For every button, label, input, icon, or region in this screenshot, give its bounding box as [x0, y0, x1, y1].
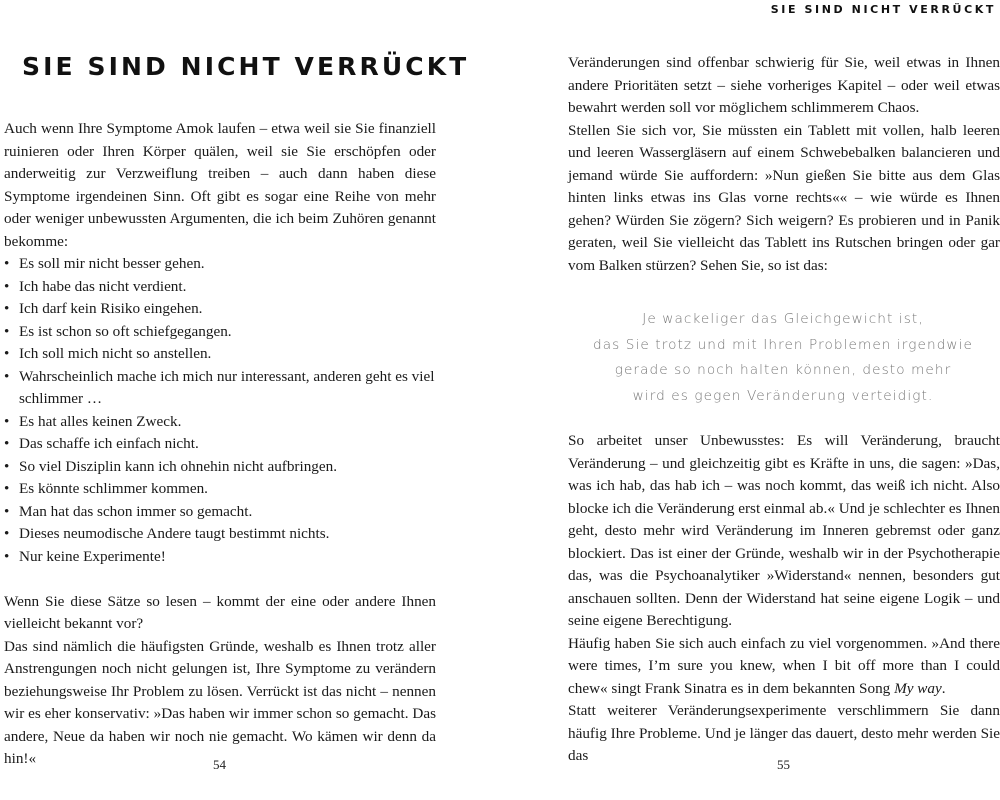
paragraph: Stellen Sie sich vor, Sie müssten ein Tablett mit vollen, halb leeren und leeren Wassergläsern auf einem Schwebebalken balancieren und jemand würde Sie auffordern: »Nun gießen Sie bitte aus dem Glas hinten links etwas ins Glas vorne rechts«« – wie würde es Ihnen gehen? Würden Sie zögern? Sich weigern? Es probieren und in Panik geraten, weil Sie vielleicht das Tablett ins Rutschen bringen oder gar vom Balken stürzen? Sehen Sie, so ist das:	[568, 121, 1000, 274]
paragraph: Wenn Sie diese Sätze so lesen – kommt der eine oder andere Ihnen vielleicht bekannt vor?	[4, 592, 436, 632]
paragraph: Statt weiterer Veränderungsexperimente verschlimmern Sie dann häufig Ihre Probleme. Und je länger das dauert, desto mehr werden Sie das	[568, 702, 1000, 764]
list-item: • Dieses neumodische Andere taugt bestimmt nichts.	[4, 523, 436, 546]
pull-quote-line: Je wackeliger das Gleichgewicht ist,	[642, 311, 924, 327]
right-page	[566, 0, 1000, 800]
page-number: 55	[777, 757, 790, 772]
list-item: • Es hat alles keinen Zweck.	[4, 411, 436, 434]
paragraph: Das sind nämlich die häufigsten Gründe, weshalb es Ihnen trotz aller Anstrengungen noch nicht gelungen ist, Ihre Symptome zu verändern beziehungsweise Ihr Problem zu lösen. Verrückt ist das nicht – nennen wir es eher konservativ: »Das haben wir immer schon so gemacht. Das andere, Neue da haben wir noch nie gemacht. Wo kämen wir denn da hin!«	[4, 637, 436, 767]
list-item: • Es ist schon so oft schiefgegangen.	[4, 321, 436, 344]
paragraph	[568, 633, 1000, 701]
paragraph: Veränderungen sind offenbar schwierig für Sie, weil etwas in Ihnen andere Prioritäten setzt – siehe vorheriges Kapitel – oder weil etwas bewahrt werden soll vor möglichem schlimmerem Chaos.	[568, 54, 1000, 116]
left-page-body	[4, 118, 436, 771]
list-item: • So viel Disziplin kann ich ohnehin nicht aufbringen.	[4, 456, 436, 479]
list-item: • Ich darf kein Risiko eingehen.	[4, 298, 436, 321]
argument-list	[4, 253, 436, 568]
paragraph: So arbeitet unser Unbewusstes: Es will Veränderung, braucht Veränderung – und gleichzeitig gibt es Kräfte in uns, die sagen: »Das, was ich hab, das hab ich – was noch kommt, das weiß ich nicht. Also blocke ich die Veränderung erst einmal ab.« Und je schlechter es Ihnen geht, desto mehr wird Veränderung im Inneren gebremst oder ganz blockiert. Das ist einer der Gründe, weshalb wir in der Psychotherapie das, was die Psychoanalytiker »Widerstand« nennen, besonders gut anschauen sollten. Denn der Widerstand hat seine eigene Logik – und seine eigene Berechtigung.	[568, 432, 1000, 629]
list-item: • Man hat das schon immer so gemacht.	[4, 501, 436, 524]
pull-quote-line: das Sie trotz und mit Ihren Problemen irgendwie	[593, 336, 973, 353]
list-item: • Nur keine Experimente!	[4, 546, 436, 569]
list-item: • Es könnte schlimmer kommen.	[4, 478, 436, 501]
pull-quote-line: gerade so noch halten können, desto mehr	[614, 362, 952, 378]
right-page-body-top	[568, 52, 1000, 277]
list-item: • Das schaffe ich einfach nicht.	[4, 433, 436, 456]
list-item: • Ich soll mich nicht so anstellen.	[4, 343, 436, 366]
song-title: My way	[894, 679, 942, 697]
list-item: • Wahrscheinlich mache ich mich nur interessant, anderen geht es viel schlimmer …	[4, 366, 436, 411]
right-page-body-bottom	[568, 430, 1000, 768]
list-item: • Ich habe das nicht verdient.	[4, 276, 436, 299]
pull-quote-line: wird es gegen Veränderung verteidigt.	[632, 387, 934, 404]
running-head: SIE SIND NICHT VERRÜCKT	[770, 3, 996, 16]
paragraph-text: Häufig haben Sie sich auch einfach zu viel vorgenommen. »And there were times, I’m sure you knew, when I bit off more than I could chew« singt Frank Sinatra es in dem bekannten Song	[568, 634, 1000, 697]
chapter-title: SIE SIND NICHT VERRÜCKT	[22, 52, 470, 81]
intro-paragraph: Auch wenn Ihre Symptome Amok laufen – etwa weil sie Sie finanziell ruinieren oder Ihren Körper quälen, weil sie Sie erschöpfen oder anderweitig zur Verzweiflung treiben – auch dann haben diese Symptome irgendeinen Sinn. Oft gibt es sogar eine Reihe von mehr oder weniger unbewussten Argumenten, die ich beim Zuhören genannt bekomme:	[4, 120, 436, 250]
left-page	[0, 0, 470, 800]
list-item: • Es soll mir nicht besser gehen.	[4, 253, 436, 276]
paragraph-end: .	[941, 679, 946, 697]
pull-quote	[566, 307, 1000, 409]
page-number: 54	[213, 757, 226, 772]
